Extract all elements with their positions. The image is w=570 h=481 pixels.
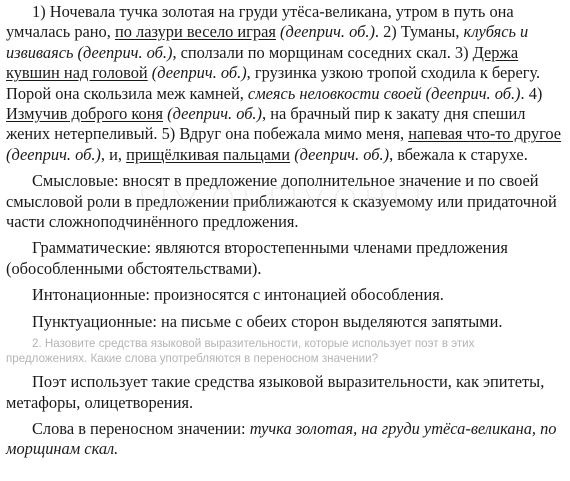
text-run: , грузинка узкою тропой сходила к берегу. Порой она скользила меж камней,: [6, 63, 541, 103]
text-run: , сползали по морщинам соседних скал. 3): [172, 42, 473, 62]
faded-question: [6, 336, 562, 366]
underlined-phrase: напевая что-то другое: [408, 124, 562, 144]
text-run: , вбежала к старухе.: [389, 144, 528, 164]
grammatical-features-paragraph: Грамматические: являются второстепенными членами предложения (обособленными обстоятельствами).: [6, 238, 508, 278]
text-run: . 2) Туманы,: [374, 22, 464, 42]
answer-paragraph-1: [6, 2, 562, 165]
italic-phrase: смеясь неловкости своей: [247, 83, 422, 103]
punctuation-features-paragraph: Пунктуационные: на письме с обеих сторон выделяются запятыми.: [32, 311, 503, 331]
faded-question-line-2: предложениях. Какие слова употребляются в переносном значении?: [6, 352, 379, 366]
italic-phrase: тучка золотая, на груди утёса-великана, по морщинам скал.: [6, 418, 557, 459]
grammar-note: (дееприч. об.): [147, 63, 247, 83]
intonation-features-paragraph: Интонационные: произносятся с интонацией обособления.: [32, 285, 444, 305]
italic-phrase: клубясь и извиваясь: [6, 22, 529, 62]
text-run: , и,: [100, 144, 127, 164]
grammar-note: (дееприч. об.): [73, 42, 173, 62]
grammar-note: (дееприч. об.): [6, 144, 101, 164]
underlined-phrase: прищёлкивая пальцами: [126, 144, 291, 164]
underlined-phrase: Измучив доброго коня: [6, 104, 164, 124]
underlined-phrase: Держа кувшин над головой: [6, 42, 519, 83]
underlined-phrase: по лазури весело играя: [114, 22, 276, 42]
text-run: , на брачный пир к закату дня спешил жених нетерпеливый. 5) Вдруг она побежала мимо меня,: [6, 104, 526, 144]
text-run: Слова в переносном значении:: [32, 418, 250, 438]
figurative-words-paragraph: [6, 419, 562, 460]
expressive-means-paragraph: Поэт использует такие средства языковой выразительности, как эпитеты, метафоры, олицетворения.: [6, 372, 545, 412]
text-run: . 4): [520, 83, 543, 103]
grammar-note: (дееприч. об.): [290, 144, 390, 164]
grammar-note: (дееприч. об.): [163, 104, 262, 124]
grammar-note: (дееприч. об.): [275, 22, 375, 42]
faded-question-line-1: 2. Назовите средства языковой выразительности, которые использует поэт в этих: [32, 337, 475, 351]
text-run: 1) Ночевала тучка золотая на груди утёса-великана, утром в путь она умчалась рано,: [6, 2, 514, 42]
grammar-note: (дееприч. об.): [421, 83, 521, 103]
semantic-features-paragraph: Смысловые: вносят в предложение дополнительное значение и по своей смысловой роли в предложении приближаются к сказуемому или придаточной части сложноподчинённого предложения.: [6, 171, 557, 232]
